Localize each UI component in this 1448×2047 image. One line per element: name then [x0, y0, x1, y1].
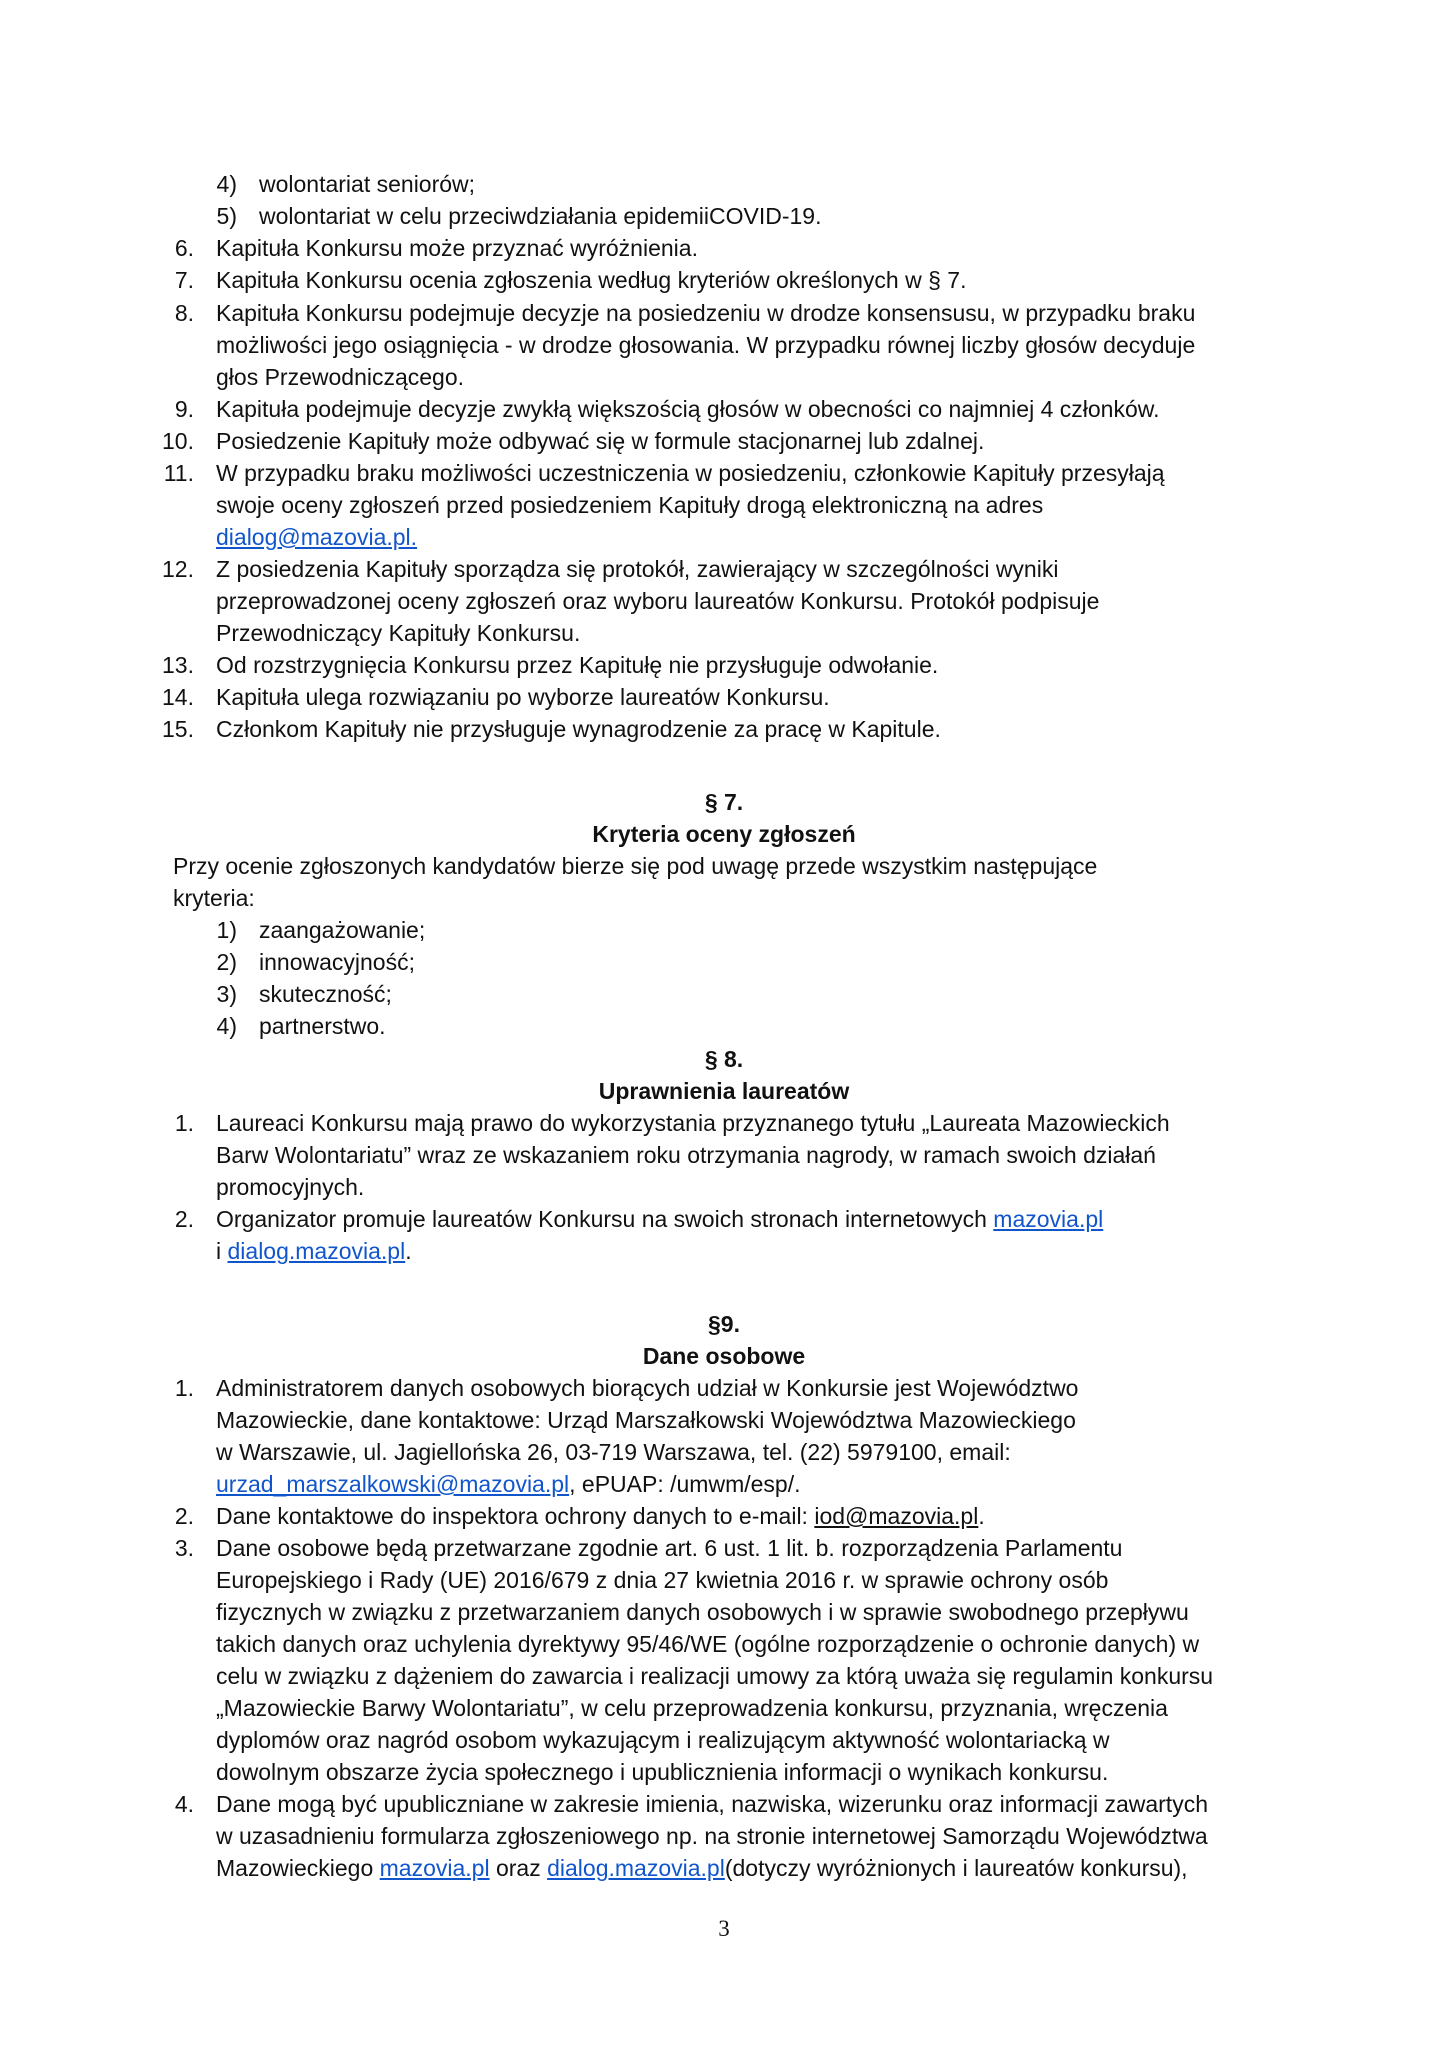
email-link[interactable]: iod@mazovia.pl	[814, 1503, 979, 1529]
email-link[interactable]: dialog@mazovia.pl.	[216, 524, 418, 550]
list-item: 12. Z posiedzenia Kapituły sporządza się protokół, zawierający w szczególności wyniki	[162, 556, 1059, 582]
list-item: 7. Kapituła Konkursu ocenia zgłoszenia według kryteriów określonych w § 7.	[174, 267, 967, 293]
list-item: 15. Członkom Kapituły nie przysługuje wynagrodzenie za pracę w Kapitule.	[162, 716, 941, 742]
list-item: 4) wolontariat seniorów;	[216, 171, 476, 197]
paragraph-line	[216, 521, 417, 553]
website-link[interactable]: mazovia.pl	[379, 1855, 490, 1881]
paragraph-line: Barw Wolontariatu” wraz ze wskazaniem roku otrzymania nagrody, w ramach swoich działań	[216, 1142, 1156, 1168]
website-link[interactable]: mazovia.pl	[993, 1206, 1104, 1232]
list-item: 14. Kapituła ulega rozwiązaniu po wyborze laureatów Konkursu.	[162, 684, 830, 710]
paragraph-line: możliwości jego osiągnięcia - w drodze głosowania. W przypadku równej liczby głosów decyduje	[216, 332, 1196, 358]
paragraph-line: głos Przewodniczącego.	[216, 364, 465, 390]
section-number: § 8.	[704, 1046, 744, 1072]
list-item: 2. Organizator promuje laureatów Konkursu na swoich stronach internetowych mazovia.pl	[174, 1206, 1104, 1232]
list-item: 10. Posiedzenie Kapituły może odbywać się w formule stacjonarnej lub zdalnej.	[162, 428, 985, 454]
paragraph-line: swoje oceny zgłoszeń przed posiedzeniem Kapituły drogą elektroniczną na adres	[216, 492, 1044, 518]
paragraph-line: Przy ocenie zgłoszonych kandydatów bierze się pod uwagę przede wszystkim następujące	[173, 853, 1098, 879]
paragraph-line: Mazowieckiego mazovia.pl oraz dialog.mazovia.pl(dotyczy wyróżnionych i laureatów konkursu),	[216, 1855, 1188, 1881]
paragraph-line: Mazowieckie, dane kontaktowe: Urząd Marszałkowski Województwa Mazowieckiego	[216, 1407, 1076, 1433]
email-link[interactable]: urzad_marszalkowski@mazovia.pl	[216, 1471, 570, 1497]
paragraph-line: urzad_marszalkowski@mazovia.pl, ePUAP: /umwm/esp/.	[216, 1471, 801, 1497]
paragraph-line: takich danych oraz uchylenia dyrektywy 95/46/WE (ogólne rozporządzenie o ochronie danych) w	[216, 1631, 1200, 1657]
paragraph-line: dowolnym obszarze życia społecznego i upublicznienia informacji o wynikach konkursu.	[216, 1759, 1109, 1785]
section-title: Uprawnienia laureatów	[598, 1078, 850, 1104]
list-item: 2. Dane kontaktowe do inspektora ochrony danych to e-mail: iod@mazovia.pl.	[174, 1503, 985, 1529]
list-item: 3) skuteczność;	[216, 981, 392, 1007]
list-item: 4) partnerstwo.	[216, 1013, 386, 1039]
paragraph-line: promocyjnych.	[216, 1174, 365, 1200]
paragraph-line: celu w związku z dążeniem do zawarcia i realizacji umowy za którą uważa się regulamin konkursu	[216, 1663, 1214, 1689]
section-number: §9.	[708, 1311, 740, 1337]
list-item: 6. Kapituła Konkursu może przyznać wyróżnienia.	[174, 235, 698, 261]
section-number: § 7.	[704, 789, 744, 815]
paragraph-line: dyplomów oraz nagród osobom wykazującym i realizującym aktywność wolontariacką w	[216, 1727, 1110, 1753]
paragraph-line: Europejskiego i Rady (UE) 2016/679 z dnia 27 kwietnia 2016 r. w sprawie ochrony osób	[216, 1567, 1109, 1593]
list-item: 8. Kapituła Konkursu podejmuje decyzje na posiedzeniu w drodze konsensusu, w przypadku braku	[174, 300, 1196, 326]
list-item: 1. Administratorem danych osobowych biorących udział w Konkursie jest Województwo	[174, 1375, 1079, 1401]
list-item: 9. Kapituła podejmuje decyzje zwykłą większością głosów w obecności co najmniej 4 członków.	[174, 396, 1160, 422]
list-item: 11. W przypadku braku możliwości uczestniczenia w posiedzeniu, członkowie Kapituły przesyłają	[163, 460, 1165, 486]
list-item: 5) wolontariat w celu przeciwdziałania epidemiiCOVID-19.	[216, 203, 822, 229]
section-title: Kryteria oceny zgłoszeń	[592, 821, 856, 847]
paragraph-line: fizycznych w związku z przetwarzaniem danych osobowych i w sprawie swobodnego przepływu	[216, 1599, 1189, 1625]
page-number: 3	[718, 1916, 730, 1941]
paragraph-line: „Mazowieckie Barwy Wolontariatu”, w celu przeprowadzenia konkursu, przyznania, wręczenia	[216, 1695, 1168, 1721]
list-item: 2) innowacyjność;	[216, 949, 415, 975]
list-item: 4. Dane mogą być upubliczniane w zakresie imienia, nazwiska, wizerunku oraz informacji zawartych	[174, 1791, 1208, 1817]
section-title: Dane osobowe	[642, 1343, 806, 1369]
website-link[interactable]: dialog.mazovia.pl	[227, 1238, 406, 1264]
list-item: 1) zaangażowanie;	[216, 917, 426, 943]
paragraph-line: przeprowadzonej oceny zgłoszeń oraz wyboru laureatów Konkursu. Protokół podpisuje	[216, 588, 1100, 614]
website-link[interactable]: dialog.mazovia.pl	[547, 1855, 725, 1881]
paragraph-line: i dialog.mazovia.pl.	[216, 1238, 412, 1264]
list-item: 13. Od rozstrzygnięcia Konkursu przez Kapitułę nie przysługuje odwołanie.	[162, 652, 939, 678]
list-item: 3. Dane osobowe będą przetwarzane zgodnie art. 6 ust. 1 lit. b. rozporządzenia Parlamentu	[174, 1535, 1123, 1561]
paragraph-line: w Warszawie, ul. Jagiellońska 26, 03-719 Warszawa, tel. (22) 5979100, email:	[216, 1439, 1011, 1465]
list-item: 1. Laureaci Konkursu mają prawo do wykorzystania przyznanego tytułu „Laureata Mazowieckich	[174, 1110, 1170, 1136]
paragraph-line: w uzasadnieniu formularza zgłoszeniowego np. na stronie internetowej Samorządu Województwa	[216, 1823, 1208, 1849]
paragraph-line: Przewodniczący Kapituły Konkursu.	[216, 620, 581, 646]
paragraph-line: kryteria:	[173, 885, 255, 911]
